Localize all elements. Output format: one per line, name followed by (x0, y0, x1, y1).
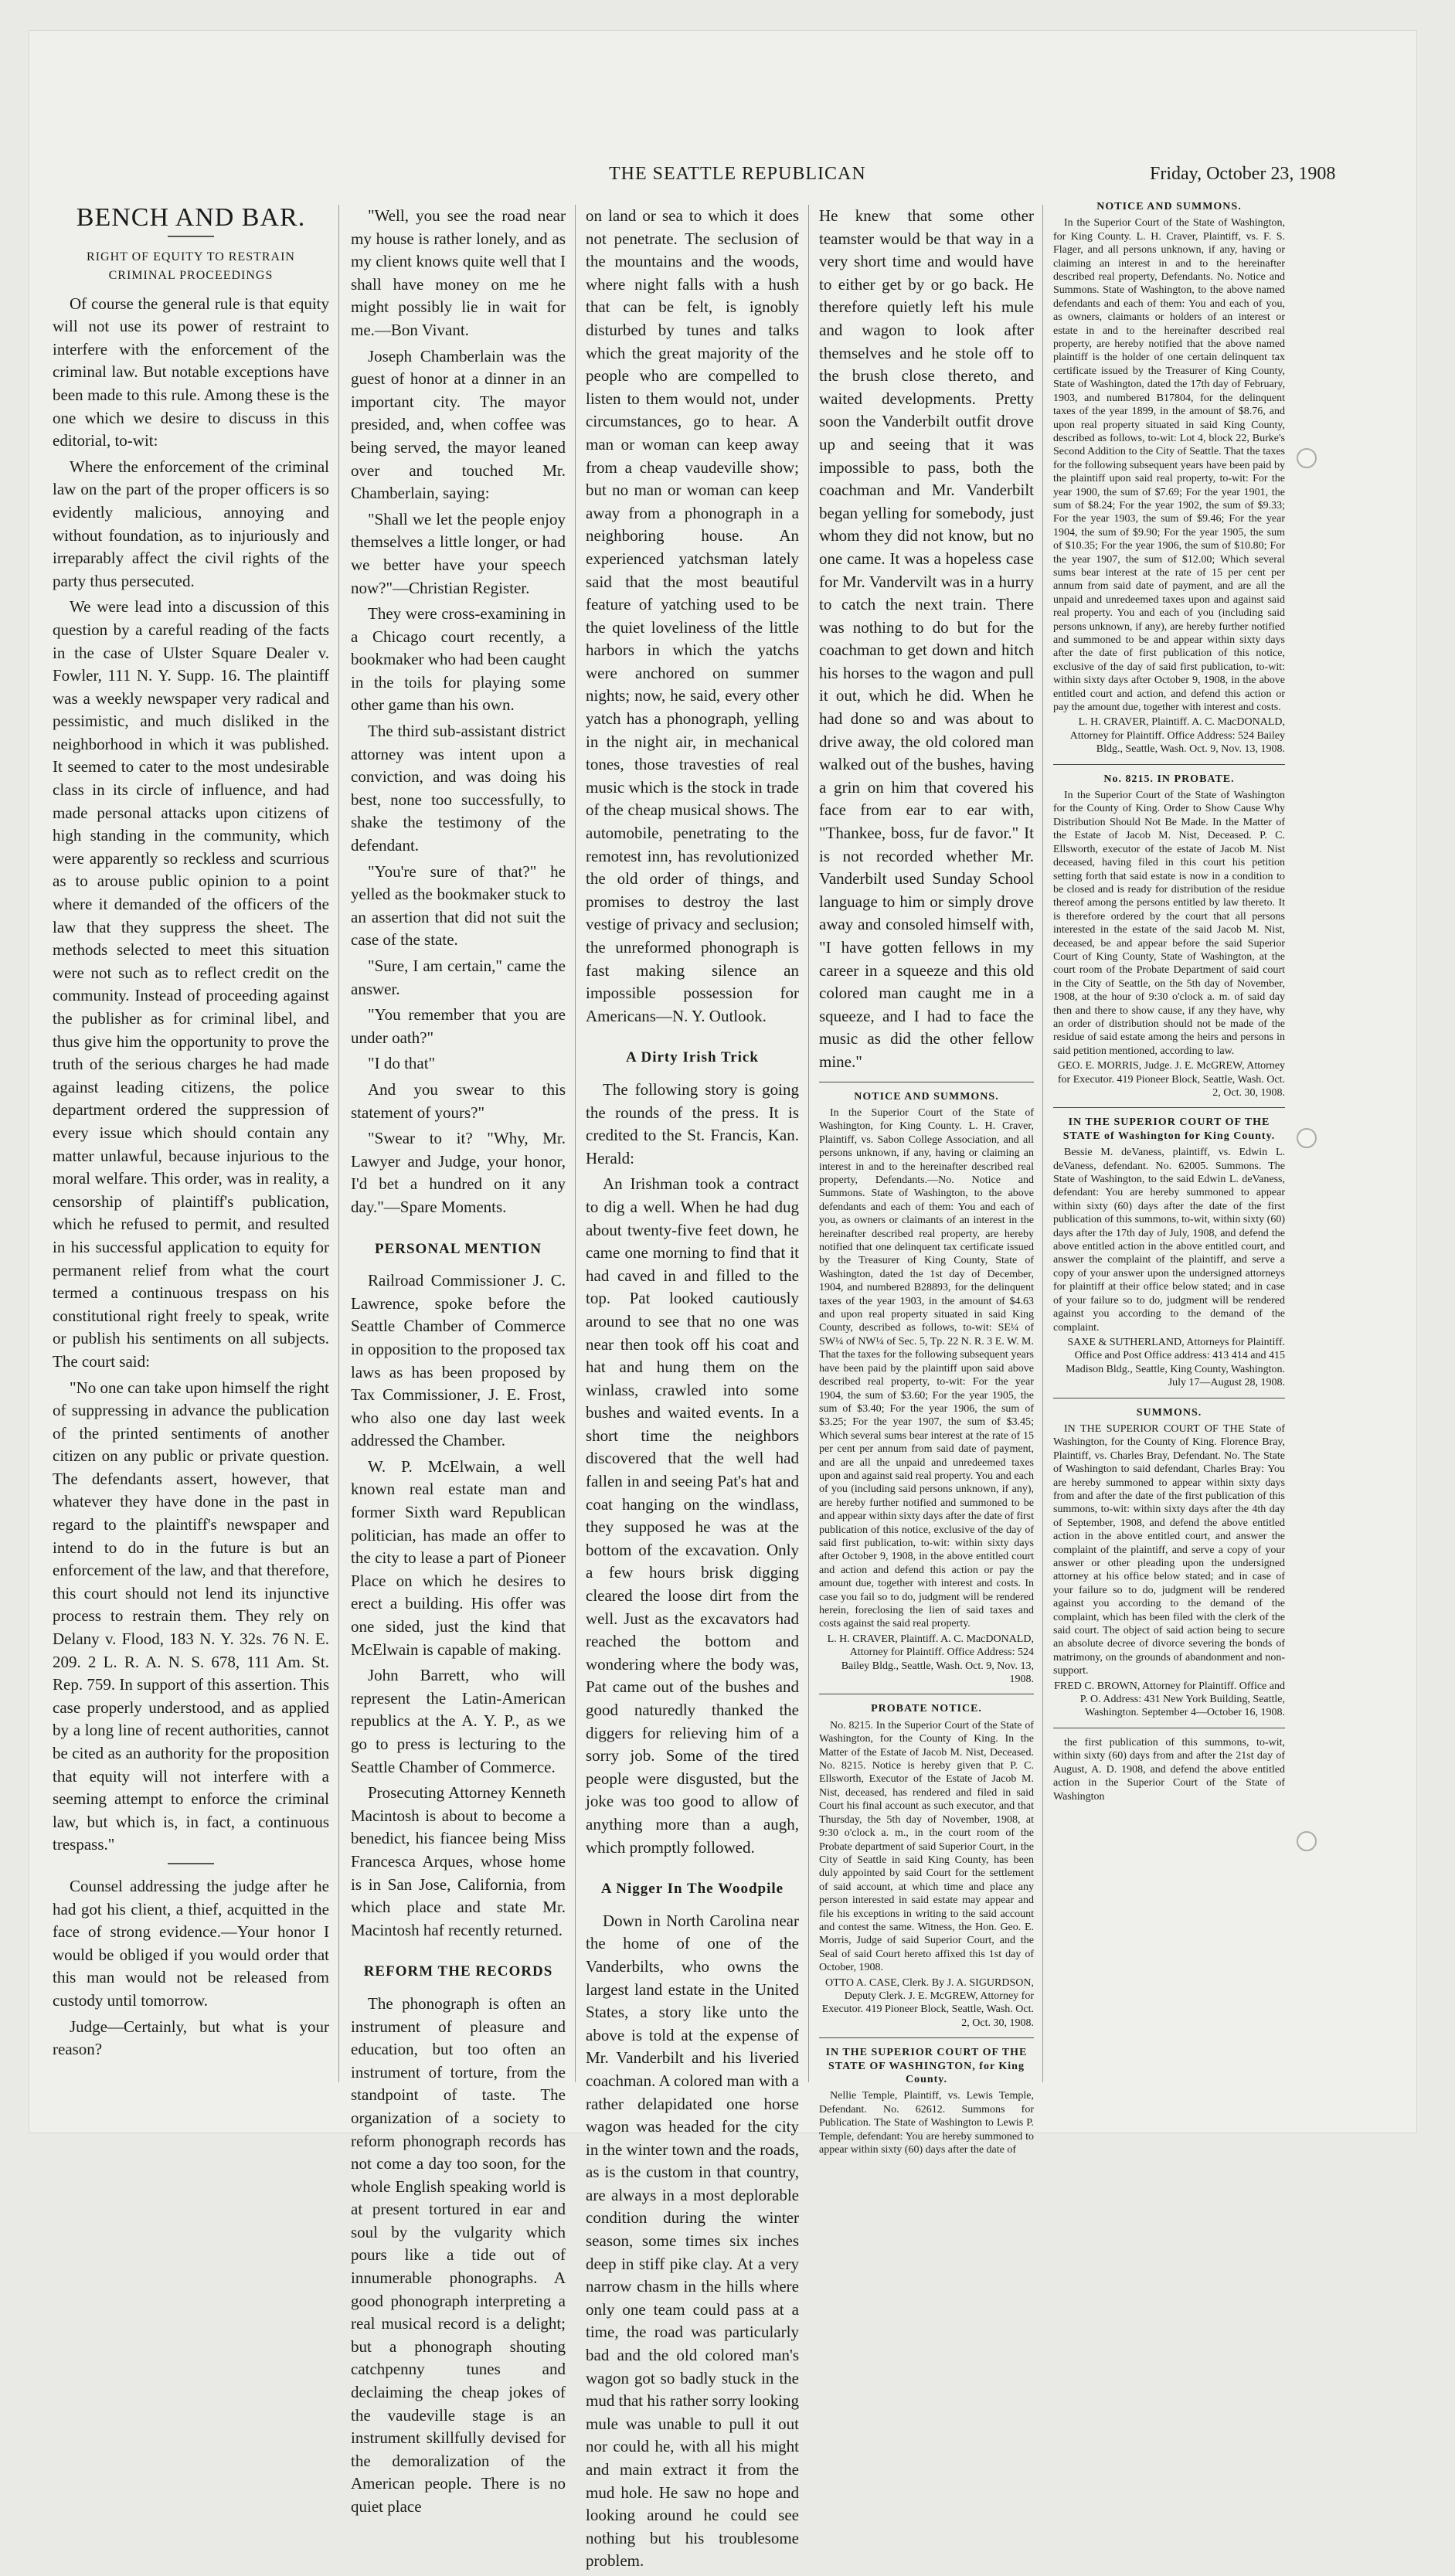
paragraph: Joseph Chamberlain was the guest of honor at a dinner in an important city. The mayor presided, and, when coffee was being served, the mayor leaned over and touched Mr. Chamberlain, saying: (351, 346, 566, 503)
divider (168, 236, 214, 237)
paragraph: Counsel addressing the judge after he had got his client, a thief, acquitted in the face of strong evidence.—Your honor I would be obliged if you would order that this man would not be released from custody until tomorrow. (53, 1876, 329, 2010)
paragraph: The following story is going the rounds of the press. It is credited to the St. Francis, Kan. Herald: (586, 1079, 799, 1167)
paragraph: They were cross-examining in a Chicago court recently, a bookmaker who had been caught in the toils for playing some other game than his own. (351, 604, 566, 715)
paragraph: Prosecuting Attorney Kenneth Macintosh is about to become a benedict, his fiancee being Miss Francesca Arques, whose home is in San Jose, California, from which place and state Mr. Macintosh haf recently returned. (351, 1783, 566, 1939)
notice-heading: IN THE SUPERIOR COURT OF THE STATE OF WASHINGTON, for King County. (825, 2047, 1028, 2085)
paragraph: "No one can take upon himself the right of suppressing in advance the publication of the printed sentiments of another citizen on any public or private question. The defendants assert, however, that whatever they have done in the past in regard to the plaintiff's newspaper and intend to do in the future is but an enforcement of the law, and that therefore, this court should not lend its injunctive process to restrain them. They rely on Delany v. Flood, 183 N. Y. 32s. 76 N. E. 209. 2 L. R. A. N. S. 678, 111 Am. St. Rep. 759. In support of this assertion. This case properly understood, and as applied by a long line of recent authorities, cannot be cited as an authority for the proposition that equity will not interfere with a seeming attempt to enforce the criminal law, but which is, in fact, a continuous trespass." (53, 1378, 329, 1854)
notice-signature: L. H. CRAVER, Plaintiff. A. C. MacDONALD, Attorney for Plaintiff. Office Address: 524 Bailey Bldg., Seattle, Wash. Oct. 9, Nov. 13, 1908. (1069, 716, 1285, 756)
notice-signature: OTTO A. CASE, Clerk. By J. A. SIGURDSON, Deputy Clerk. J. E. McGREW, Attorney for Executor. 419 Pioneer Block, Seattle, Wash. Oct. 2, Oct. 30, 1908. (821, 1976, 1034, 2029)
paragraph: "I do that" (368, 1054, 436, 1073)
paragraph: "You're sure of that?" he yelled as the bookmaker stuck to an assertion that did not suit the case of the state. (351, 861, 566, 950)
paragraph: W. P. McElwain, a well known real estate man and former Sixth ward Republican politician, has made an offer to the city to lease a part of Pioneer Place on which he desires to erect a building. His offer was one sided, just the kind that McElwain is capable of making. (351, 1456, 566, 1659)
reform-records-heading: REFORM THE RECORDS (363, 1963, 553, 1980)
binding-hole-icon (1297, 448, 1317, 468)
notice-body: Bessie M. deVaness, plaintiff, vs. Edwin L. deVaness, defendant. No. 62005. Summons. The State of Washington, to the said Edwin L. deVaness, defendant: You are hereby summoned to appear within sixty (60) days after the date of the first publication of this summons, to-wit, within sixty (60) days after the 17th day of July, 1908, and defend the above entitled action in the above entitled court, and answer the complaint of the plaintiff, and serve a copy of your answer upon the undersigned attorneys for plaintiff at their office below stated; and in case of your failure so to do, judgment will be rendered against you according to the demand of the complaint. (1053, 1147, 1285, 1334)
column-rule (575, 205, 576, 2082)
notice-body: the first publication of this summons, to-wit, within sixty (60) days from and after the 21st day of August, A. D. 1908, and defend the above entitled action in the Superior Court of the State of Washington (1053, 1736, 1285, 1803)
notice-body: In the Superior Court of the State of Washington, for King County. L. H. Craver, Plaintiff, vs. Sabon College Association, and all persons unknown, if any, having or claiming an interest in and to the hereinafter described real property, Defendants.—No. Notice and Summons. State of Washington, to the above defendants and each of them: You and each of you, as owners or claimants of an interest in the hereinafter described real property, are hereby notified that one delinquent tax certificate issued by the Treasurer of King County, State of Washington, dated the 1st day of December, 1904, and numbered B28893, for the delinquent taxes of the year 1903, in the amount of $4.63 and upon real property situated in said King County, described as follows, to-wit: SE¼ of SW¼ of NW¼ of Sec. 5, Tp. 22 N. R. 3 E. W. M. That the taxes for the following subsequent years have been paid by the plaintiff upon said above described real property, to-wit: For the year 1904, the sum of $3.60; For the year 1905, the sum of $3.40; For the year 1906, the sum of $3.25; For the year 1907, the sum of $3.45; Which several sums bear interest at the rate of 15 per cent per annum from said date of payment, and are all the unpaid and unredeemed taxes upon and against said real property. You and each of you (including said persons unknown, if any), are hereby further notified and summoned to be and appear within sixty days after the date of first publication of this notice, exclusive of the day of said first publication, to-wit: within sixty days after October 9, 1908, in the above entitled court and action and defend this action or pay the amount due, together with interest and costs. In case you fail so to do, judgment will be rendered herein, foreclosing the lien of said taxes and costs against the said real property. (819, 1106, 1034, 1630)
notice-heading: PROBATE NOTICE. (871, 1703, 982, 1715)
binding-hole-icon (1297, 1831, 1317, 1851)
notice-signature: SAXE & SUTHERLAND, Attorneys for Plaintiff. Office and Post Office address: 413 414 and 415 Madison Bldg., Seattle, King County, Washington. July 17—August 28, 1908. (1066, 1336, 1285, 1389)
divider (168, 1863, 214, 1864)
paragraph: The phonograph is often an instrument of pleasure and education, but too often an instrument of torture, from the standpoint of taste. The organization of a society to reform phonograph records has not come a day too soon, for the whole English speaking world is at present tortured in ear and soul by the vulgarity which pours like a tide out of innumerable phonographs. A good phonograph interpreting a real musical record is a delight; but a phonograph shouting catchpenny tunes and declaiming the cheap jokes of the vaudeville stage is an instrument skillfully devised for the demoralization of the American people. There is no quiet place (351, 1993, 566, 2516)
issue-date: Friday, October 23, 1908 (1150, 164, 1336, 184)
newspaper-page (29, 31, 1416, 2571)
notice-signature: L. H. CRAVER, Plaintiff. A. C. MacDONALD, Attorney for Plaintiff. Office Address: 524 Bailey Bldg., Seattle, Wash. Oct. 9, Nov. 13, 1908. (827, 1633, 1034, 1686)
paragraph: Judge—Certainly, but what is your reason? (53, 2017, 329, 2059)
paragraph: "Shall we let the people enjoy themselves a little longer, or had we better have your speech now?"—Christian Register. (351, 509, 566, 597)
column-rule (808, 205, 809, 2082)
divider (1053, 1107, 1285, 1108)
paragraph: "Well, you see the road near my house is rather lonely, and as my client knows quite well that I shall have money on me he might possibly lie in wait for me.—Bon Vivant. (351, 206, 566, 339)
notice-body: In the Superior Court of the State of Washington for the County of King. Order to Show Cause Why Distribution Should Not Be Made. In the Matter of the Estate of Jacob M. Nist, Deceased. P. C. Ellsworth, executor of the estate of Jacob M. Nist deceased, having filed in this court his petition setting forth that said estate is now in a condition to be closed and is ready for distribution of the residue thereof among the persons entitled by law thereto. It is therefore ordered by the court that all persons interested in the estate of the said Jacob M. Nist, deceased, be and appear before the said Superior Court of King County, State of Washington, at the court room of the Probate Department of said court in the City of Seattle, on the 5th day of November, 1908, at the hour of 9:30 o'clock a. m. of said day then and there to show cause, if any they have, why an order of distribution should not be made of the residue of said estate among the heirs and persons in said petition mentioned, according to law. (1053, 790, 1285, 1057)
paragraph: And you swear to this statement of yours?" (351, 1079, 566, 1122)
paragraph: Of course the general rule is that equity will not use its power of restraint to interfere with the enforcement of the criminal law. But notable exceptions have been made to this rule. Among these is the one which we desire to discuss in this editorial, to-wit: (53, 294, 329, 450)
paragraph: An Irishman took a contract to dig a well. When he had dug about twenty-five feet down, he came one morning to find that it had caved in and filled to the top. Pat looked cautiously around to see that no one was near then took off his coat and hat and hung them on the winlass, crawled into some bushes and waited events. In a short time the neighbors discovered that the well had fallen in and seeing Pat's hat and coat hanging on the windlass, they supposed he was at the bottom of the excavation. Only a few hours brisk digging cleared the loose dirt from the well. Just as the excavators had reached the bottom and wondering where the body was, Pat came out of the bushes and good naturedly thanked the diggers for relieving him of a sorry job. Some of the tired people were disgusted, but the joke was too good to allow of anything more than a augh, which promptly followed. (586, 1174, 799, 1857)
column-five-legal-notices (1053, 197, 1285, 1805)
binding-hole-icon (1297, 1128, 1317, 1148)
notice-body: In the Superior Court of the State of Washington, for King County. L. H. Craver, Plaintiff, vs. F. S. Flager, and all persons unknown, if any, having or claiming an interest in and to the hereinafter described real property, Defendants. No. Notice and Summons. State of Washington, to the above named defendants and each of them: You and each of you, as owners, claimants or holders of an interest or estate in and to the hereinafter described real property, are hereby notified that the above named plaintiff is the holder of one certain delinquent tax certificate issued by the Treasurer of King County, State of Washington, dated the 17th day of February, 1903, and numbered B17804, for the delinquent taxes of the year 1899, in the amount of $8.76, and upon real property situated in said King County, described as follows, to-wit: Lot 4, block 22, Burke's Second Addition to the City of Seattle. That the taxes for the following subsequent years have been paid by the plaintiff upon said real property, to-wit: For the year 1900, the sum of $7.69; For the year 1901, the sum of $8.24; For the year 1902, the sum of $9.33; For the year 1903, the sum of $9.46; For the year 1904, the sum of $9.90; For the year 1905, the sum of $10.35; For the year 1906, the sum of $10.80; For the year 1907, the sum of $12.00; Which several sums bear interest at the rate of 15 per cent per annum from said date of payment, and are all the unpaid and unredeemed taxes upon and against said real property. You and each of you (including said persons unknown, if any), are hereby further notified and summoned to be and appear within sixty days after the date of first publication of this notice, exclusive of the day of said first publication, to-wit: within sixty days after October 9, 1908, in the above entitled court and action, and defend this action or pay the amount due, together with interest and costs. (1053, 217, 1285, 714)
notice-signature: FRED C. BROWN, Attorney for Plaintiff. Office and P. O. Address: 431 New York Building, Seattle, Washington. September 4—October 16, 1908. (1054, 1680, 1285, 1719)
paragraph: "You remember that you are under oath?" (351, 1005, 566, 1047)
paragraph: The third sub-assistant district attorney was intent upon a conviction, and was doing his best, none too successfully, to shake the testimony of the defendant. (351, 722, 566, 855)
notice-heading: IN THE SUPERIOR COURT OF THE STATE of Washington for King County. (1062, 1116, 1276, 1142)
woodpile-heading: A Nigger In The Woodpile (600, 1881, 784, 1898)
paragraph: Down in North Carolina near the home of one of the Vanderbilts, who owns the largest land estate in the United States, a story like unto the above is told at the expense of Mr. Vanderbilt and his liveried coachman. A colored man with a rather delapidated one horse wagon was headed for the city in the winter town and the roads, as is the custom in that country, are always in a most deplorable condition during the winter season, some times six inches deep in stiff pike clay. At a very narrow chasm in the hills where only one team could pass at a time, the road was particularly bad and the old colored man's wagon got so badly stuck in the mud that his rather sorry looking mule was unable to pull it out nor could he, with all his might and main extract it from the mud hole. He saw no hope and looking around he could see nothing but his troublesome problem. (586, 1911, 799, 2571)
masthead (53, 164, 1374, 195)
notice-body: Nellie Temple, Plaintiff, vs. Lewis Temple, Defendant. No. 62612. Summons for Publication. The State of Washington to Lewis P. Temple, defendant: You are hereby summoned to appear within sixty (60) days after the date of (819, 2090, 1034, 2156)
paper-title: THE SEATTLE REPUBLICAN (609, 164, 866, 184)
column-rule (1042, 205, 1043, 2082)
column-four (819, 205, 1034, 2158)
notice-heading: No. 8215. IN PROBATE. (1103, 773, 1235, 785)
notice-body: IN THE SUPERIOR COURT OF THE State of Washington, for the County of King. Florence Bray, Plaintiff, vs. Charles Bray, Defendant. No. The State of Washington to said defendant, Charles Bray: You are hereby summoned to appear within sixty days from and after the date of the first publication of this summons, to-wit: within sixty days after the 4th day of September, 1908, and defend the above entitled action in the above entitled court, and answer the complaint of the plaintiff, and serve a copy of your answer or other pleading upon the undersigned attorney at his office below stated; and in case of your failure so to do, judgment will be rendered against you according to the demand of the complaint, which has been filed with the clerk of the said court. The object of said action being to secure an absolute decree of divorce severing the bonds of matrimony, on the grounds of abandonment and non-support. (1053, 1422, 1285, 1677)
column-three (586, 205, 799, 2576)
paragraph: "Swear to it? "Why, Mr. Lawyer and Judge, your honor, I'd bet a hundred on it any day."—Spare Moments. (351, 1129, 566, 1216)
section-heading: BENCH AND BAR. (76, 203, 306, 232)
article-subhead: RIGHT OF EQUITY TO RESTRAIN CRIMINAL PROCEEDINGS (87, 250, 295, 282)
notice-body: No. 8215. In the Superior Court of the State of Washington, for the County of King. In the Matter of the Estate of Jacob M. Nist, Deceased. No. 8215. Notice is hereby given that P. C. Ellsworth, Executor of the Estate of Jacob M. Nist, deceased, has rendered and filed in said Court his final account as such executor, and that Thursday, the 5th day of November, 1908, at 9:30 o'clock a. m., in the court room of the Probate department of said Superior Court, in the City of Seattle in said King County, has been duly appointed by said Court for the settlement of said account, at which time and place any person interested in said estate may appear and file his exceptions in writing to the said account and contest the same. Witness, the Hon. Geo. E. Morris, Judge of said Superior Court, and the Seal of said Court hereto affixed this 1st day of October, 1908. (819, 1719, 1034, 1974)
irish-trick-heading: A Dirty Irish Trick (626, 1049, 759, 1066)
paragraph: on land or sea to which it does not penetrate. The seclusion of the mountains and the woods, where night falls with a hush that can be felt, is ignobly disturbed by tunes and talks which the great majority of the people who are compelled to listen to them would not, under circumstances, go to hear. A man or woman can keep away from a cheap vaudeville show; but no man or woman can keep away from a phonograph in a neighboring house. An experienced yatchsman lately said that the most beautiful feature of yatching used to be the quiet loveliness of the little harbors in which the yatchs were anchored on summer nights; now, he said, every other yatch has a phonograph, yelling in the night air, in mechanical tones, those travesties of real music which is the stock in trade of the cheap musical shows. The automobile, penetrating to the remotest inn, has revolutionized the old order of things, and promises to destroy the last vestige of privacy and seclusion; the unreformed phonograph is fast making silence an impossible possession for Americans—N. Y. Outlook. (586, 206, 799, 1025)
personal-mention-heading: PERSONAL MENTION (374, 1240, 542, 1257)
column-two (351, 205, 566, 2522)
column-bench-and-bar (53, 205, 329, 2065)
notice-signature: GEO. E. MORRIS, Judge. J. E. McGREW, Attorney for Executor. 419 Pioneer Block, Seattle, Wash. Oct. 2, Oct. 30, 1908. (1057, 1060, 1285, 1099)
notice-heading: NOTICE AND SUMMONS. (1096, 201, 1242, 212)
column-rule (338, 205, 339, 2082)
paragraph: We were lead into a discussion of this question by a careful reading of the facts in the case of Ulster Square Dealer v. Fowler, 111 N. Y. Supp. 16. The plaintiff was a weekly newspaper very radical and pessimistic, and much disliked in the neighborhood in which it was published. It seemed to cater to the most undesirable class in its circle of influence, and had made personal attacks upon citizens of high standing in the community, which were apparently so reckless and scurrious as to arouse public opinion to a point where it demanded of the officers of the law that they suppress the sheet. The methods selected to meet this situation were not such as to reflect credit on the community. Instead of proceeding against the publisher as for criminal libel, and thus give him the opportunity to prove the truth of the serious charges he had made against leading citizens, the police department ordered the suppression of every issue which should contain any matter unlawful, because injurious to the moral welfare. This order, was in reality, a censorship of plaintiff's publication, which he refused to permit, and resulted in his successful application to equity for permanent relief from what the court termed a continuous trespass on his constitutional right freely to speak, write or publish his sentiments on all subjects. The court said: (53, 597, 329, 1371)
legal-notices (819, 1082, 1034, 2157)
notice-heading: SUMMONS. (1136, 1406, 1202, 1419)
paragraph: John Barrett, who will represent the Latin-American republics at the A. Y. P., as we go to press is lecturing to the Seattle Chamber of Commerce. (351, 1666, 566, 1776)
notice-heading: NOTICE AND SUMMONS. (854, 1090, 999, 1103)
paragraph: "Sure, I am certain," came the answer. (351, 957, 566, 998)
divider (1053, 764, 1285, 765)
paragraph: He knew that some other teamster would be that way in a very short time and would have to either get by or go back. He therefore quietly left his mule and wagon to look after themselves and he stole off to the brush close thereto, and waited developments. Pretty soon the Vanderbilt outfit drove up and seeing that it was impossible to pass, both the coachman and Mr. Vanderbilt began yelling for somebody, just whom they did not know, but no one came. It was a hopeless case for Mr. Vandervilt was in a hurry to catch the next train. There was nothing to do but for the coachman to get down and hitch his horses to the wagon and pull it out, which he did. When he had done so and was about to drive away, the old colored man walked out of the bushes, having a grin on him that covered his face from ear to ear with, "Thankee, boss, fur de favor." It is not recorded whether Mr. Vanderbilt used Sunday School language to him or simply drove away and consoled himself with, "I have gotten fellows in my career in a squeeze and this old colored man caught me in a squeeze, and I had to face the music as did the other fellow mine." (819, 206, 1034, 1071)
paragraph: Where the enforcement of the criminal law on the part of the proper officers is so evidently malicious, annoying and without foundation, as to injuriously and irreparably affect the civil rights of the party thus persecuted. (53, 457, 329, 590)
paragraph: Railroad Commissioner J. C. Lawrence, spoke before the Seattle Chamber of Commerce in opposition to the proposed tax laws as has been proposed by Tax Commissioner, J. E. Frost, who also one day last week addressed the Chamber. (351, 1271, 566, 1450)
divider (819, 2037, 1034, 2038)
